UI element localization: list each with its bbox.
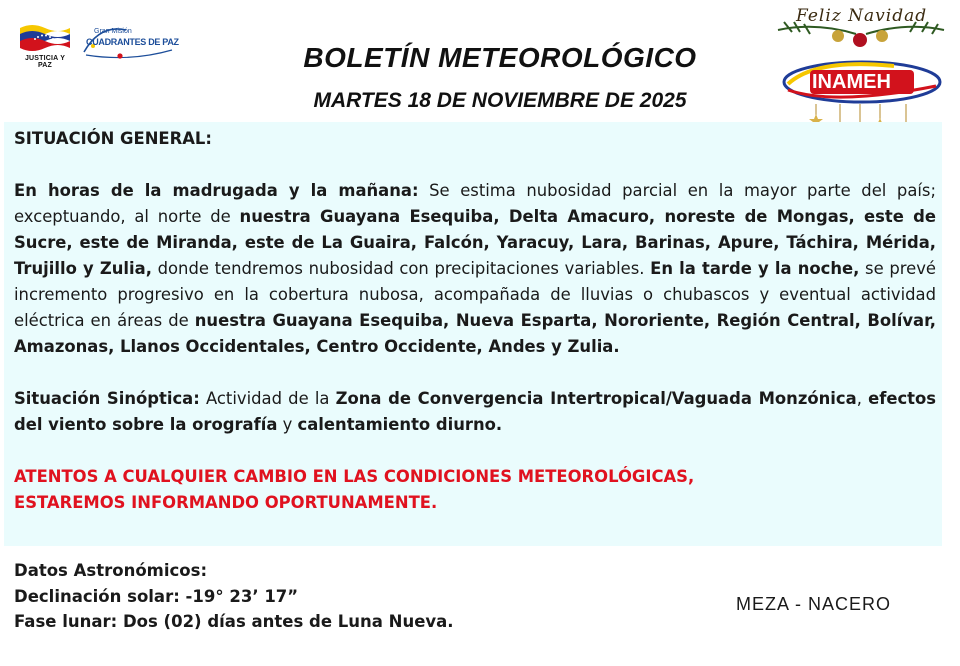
morning-tail: donde tendremos nubosidad con precipitaciones variables. — [151, 259, 651, 278]
morning-text: Se estima nubosidad parcial en la mayor parte del país; exceptuando, al norte de — [14, 181, 936, 226]
venezuela-flag-logo — [18, 22, 72, 69]
general-situation-paragraph — [14, 178, 936, 360]
authors: MEZA - NACERO — [736, 594, 892, 614]
synoptic-paragraph — [14, 386, 936, 438]
mission-logo-line1: Gran Misión — [94, 28, 132, 35]
christmas-greeting: Feliz Navidad — [796, 6, 928, 26]
general-situation-heading: SITUACIÓN GENERAL: — [14, 129, 212, 148]
bulletin-content — [14, 126, 936, 516]
inameh-logo-text: INAMEH — [812, 71, 891, 93]
morning-regions: nuestra Guayana Esequiba, Delta Amacuro, noreste de Mongas, este de Sucre, este de Miranda, este de La Guaira, Falcón, Yaracuy, Lara, Barinas, Apure, Táchira, Mérida, Trujillo y Zulia, — [14, 207, 936, 278]
flag-icon — [18, 22, 72, 52]
synoptic-text3: y — [277, 415, 298, 434]
evening-text: se prevé incremento progresivo en la cobertura nubosa, acompañada de lluvias o chubascos y eventual actividad eléctrica en áreas de — [14, 259, 936, 330]
left-logo-caption: JUSTICIA Y PAZ — [24, 55, 66, 69]
synoptic-bold3: calentamiento diurno. — [297, 415, 503, 434]
astronomy-heading: Datos Astronómicos: — [14, 561, 208, 580]
evening-label: En la tarde y la noche, — [650, 259, 860, 278]
bulletin-date: MARTES 18 DE NOVIEMBRE DE 2025 — [313, 89, 687, 112]
alert-line1: ATENTOS A CUALQUIER CAMBIO EN LAS CONDICIONES METEOROLÓGICAS, — [14, 467, 695, 486]
synoptic-text2: , — [856, 389, 869, 408]
synoptic-bold1: Zona de Convergencia Intertropical/Vaguada Monzónica — [335, 389, 857, 408]
astronomical-data — [14, 558, 614, 635]
cuadrantes-de-paz-logo — [80, 22, 180, 62]
synoptic-text1: Actividad de la — [199, 389, 336, 408]
solar-declination: Declinación solar: -19° 23’ 17” — [14, 586, 299, 606]
bulletin-title: BOLETÍN METEOROLÓGICO — [303, 42, 697, 73]
alert-line2: ESTAREMOS INFORMANDO OPORTUNAMENTE. — [14, 493, 438, 512]
evening-regions: nuestra Guayana Esequiba, Nueva Esparta, Nororiente, Región Central, Bolívar, Amazonas, Llanos Occidentales, Centro Occidente, Andes y Zulia. — [14, 311, 937, 356]
synoptic-bold2: efectos del viento sobre la orografía — [14, 389, 937, 434]
synoptic-label: Situación Sinóptica: — [14, 389, 200, 408]
mission-logo-line2: CUADRANTES DE PAZ — [86, 37, 179, 47]
morning-label: En horas de la madrugada y la mañana: — [14, 181, 419, 200]
moon-phase: Fase lunar: Dos (02) días antes de Luna Nueva. — [14, 612, 454, 631]
